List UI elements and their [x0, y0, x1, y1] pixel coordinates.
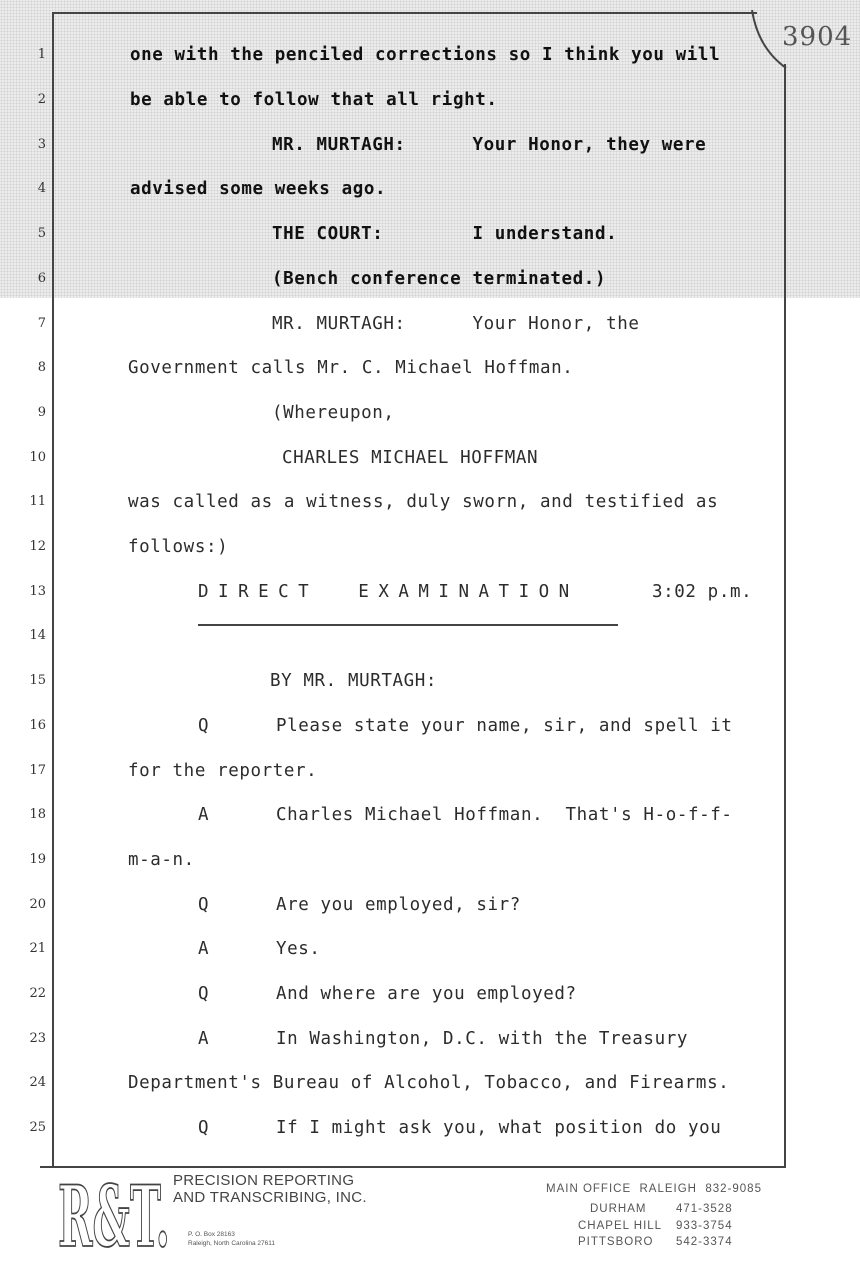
transcript-line: follows:)	[128, 537, 229, 557]
witness-name: CHARLES MICHAEL HOFFMAN	[282, 448, 539, 468]
page-frame-left	[52, 12, 54, 1167]
line-number: 8	[37, 360, 46, 375]
line-number: 3	[37, 137, 46, 152]
transcript-line: Department's Bureau of Alcohol, Tobacco, and Firearms.	[128, 1073, 730, 1093]
logo-lettering: R&T.	[58, 1172, 170, 1252]
office-phone: 542-3374	[676, 1236, 733, 1248]
page-frame-top	[52, 12, 757, 14]
transcript-line: be able to follow that all right.	[130, 90, 498, 110]
line-number: 18	[29, 807, 46, 822]
line-number: 6	[37, 271, 46, 286]
line-number: 14	[29, 628, 46, 643]
transcript-line: advised some weeks ago.	[130, 179, 387, 199]
transcript-line: Q And where are you employed?	[198, 984, 577, 1004]
transcript-line: was called as a witness, duly sworn, and testified as	[128, 492, 719, 512]
examination-time: 3:02 p.m.	[652, 582, 753, 602]
transcript-line: (Bench conference terminated.)	[272, 269, 607, 289]
transcript-line: A Yes.	[198, 939, 321, 959]
line-number: 20	[29, 897, 46, 912]
line-number: 4	[37, 181, 46, 196]
transcript-line: Q If I might ask you, what position do you	[198, 1118, 722, 1138]
page-number: 3904	[782, 22, 853, 52]
office-phone: 471-3528	[676, 1203, 733, 1215]
company-logo	[56, 1172, 174, 1252]
transcript-line: Government calls Mr. C. Michael Hoffman.	[128, 358, 574, 378]
company-name-line2: AND TRANSCRIBING, INC.	[173, 1189, 367, 1206]
main-office: MAIN OFFICE RALEIGH 832-9085	[546, 1183, 762, 1195]
page-frame-right	[784, 64, 786, 1167]
examination-heading: DIRECT EXAMINATION	[198, 582, 579, 602]
line-number: 23	[29, 1031, 46, 1046]
office-city: CHAPEL HILL	[578, 1220, 663, 1232]
line-number: 7	[37, 316, 46, 331]
line-number: 24	[29, 1075, 46, 1090]
line-number: 11	[29, 494, 46, 509]
transcript-line: Q Are you employed, sir?	[198, 895, 521, 915]
line-number: 25	[29, 1120, 46, 1135]
transcript-line: one with the penciled corrections so I think you will	[130, 45, 721, 65]
transcript-line: A In Washington, D.C. with the Treasury	[198, 1029, 688, 1049]
company-name-line1: PRECISION REPORTING	[173, 1172, 355, 1189]
line-number: 9	[37, 405, 46, 420]
line-number: 17	[29, 763, 46, 778]
line-number: 13	[29, 584, 46, 599]
line-number: 5	[37, 226, 46, 241]
line-number: 19	[29, 852, 46, 867]
line-number: 2	[37, 92, 46, 107]
transcript-line: MR. MURTAGH: Your Honor, they were	[272, 135, 707, 155]
transcript-line: m-a-n.	[128, 850, 195, 870]
page-frame-bottom	[40, 1166, 786, 1168]
transcript-line: for the reporter.	[128, 761, 318, 781]
line-number: 16	[29, 718, 46, 733]
office-city: DURHAM	[590, 1203, 647, 1215]
transcript-line: MR. MURTAGH: Your Honor, the	[272, 314, 640, 334]
po-box: P. O. Box 28163	[188, 1231, 235, 1238]
transcript-line: BY MR. MURTAGH:	[270, 671, 438, 691]
heading-underline	[198, 624, 618, 626]
transcript-line: Q Please state your name, sir, and spell it	[198, 716, 733, 736]
line-number: 10	[29, 450, 46, 465]
line-number: 22	[29, 986, 46, 1001]
office-city: PITTSBORO	[578, 1236, 654, 1248]
company-address: Raleigh, North Carolina 27611	[188, 1240, 275, 1247]
line-number: 21	[29, 941, 46, 956]
line-number: 15	[29, 673, 46, 688]
transcript-line: (Whereupon,	[272, 403, 395, 423]
transcript-line: THE COURT: I understand.	[272, 224, 618, 244]
line-number: 1	[37, 47, 46, 62]
office-phone: 933-3754	[676, 1220, 733, 1232]
transcript-line: A Charles Michael Hoffman. That's H-o-f-f-	[198, 805, 733, 825]
line-number: 12	[29, 539, 46, 554]
